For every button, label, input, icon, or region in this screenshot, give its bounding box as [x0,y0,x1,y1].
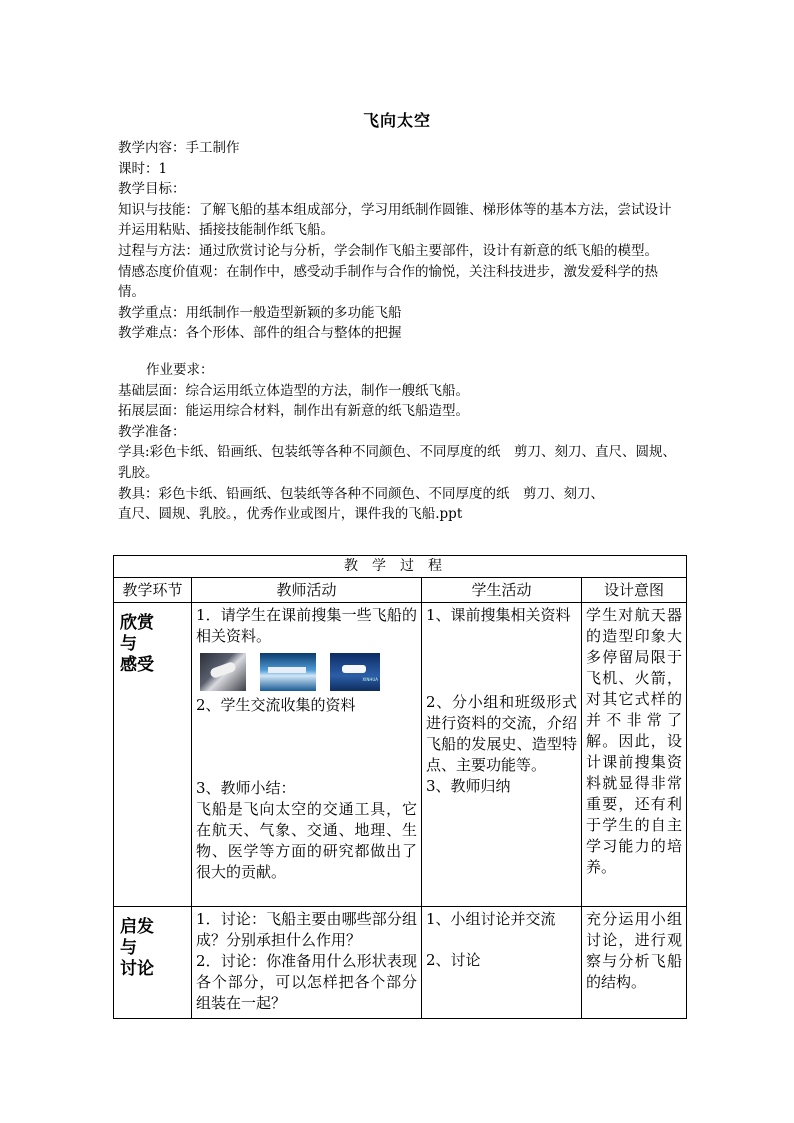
header-stage: 教学环节 [114,578,192,603]
design-intent-cell: 学生对航天器的造型印象大多停留局限于飞机、火箭，对其它式样的并不非常了解。因此，设计课前搜集资料就显得非常重要，还有利于学生的自主学习能力的培养。 [582,603,687,907]
header-intent: 设计意图 [582,578,687,603]
difficulty: 教学难点：各个形体、部件的组合与整体的把握 [118,325,402,342]
goal-attitude: 情感态度价值观：在制作中，感受动手制作与合作的愉悦，关注科技进步，激发爱科学的热情。 [118,263,658,301]
goal-knowledge: 知识与技能：了解飞船的基本组成部分，学习用纸制作圆锥、梯形体等的基本方法，尝试设计并运用粘贴、插接技能制作纸飞船。 [118,201,672,239]
teacher-summary: 飞船是飞向太空的交通工具，它在航天、气象、交通、地理、生物、医学等方面的研究都做出了很大的贡献。 [196,800,417,881]
spacecraft-images [200,653,417,691]
key-point: 教学重点：用纸制作一般造型新颖的多功能飞船 [118,304,402,321]
homework-basic: 基础层面：综合运用纸立体造型的方法，制作一艘纸飞船。 [118,382,469,399]
photo-caption: XINHUA [362,677,378,682]
student-activity-2: 2、分小组和班级形式进行资料的交流，介绍飞船的发展史、造型特点、主要功能等。 [426,693,577,774]
teacher-discussion-2: 2．讨论：你准备用什么形状表现各个部分，可以怎样把各个部分组装在一起？ [196,952,417,1012]
homework-extended: 拓展层面：能运用综合材料，制作出有新意的纸飞船造型。 [118,403,469,420]
lesson-hours: 课时：1 [118,160,168,177]
table-title: 教学过程 [114,556,687,578]
homework-heading: 作业要求： [146,361,214,378]
student-discussion-2: 2、讨论 [426,951,481,969]
teacher-discussion-1: 1．讨论：飞船主要由哪些部分组成？分别承担什么作用？ [196,910,417,949]
spacecraft-photo-1 [200,653,246,691]
student-tools: 学具:彩色卡纸、铅画纸、包装纸等各种不同颜色、不同厚度的纸 剪刀、刻刀、直尺、圆规、乳胶。 [118,444,677,481]
goal-process: 过程与方法：通过欣赏讨论与分析，学会制作飞船主要部件，设计有新意的纸飞船的模型。 [118,242,658,259]
goals-heading: 教学目标： [118,181,186,198]
student-activity-1: 1、课前搜集相关资料 [426,606,571,624]
teacher-tools-line-1: 教具：彩色卡纸、铅画纸、包装纸等各种不同颜色、不同厚度的纸 剪刀、刻刀、 [118,485,604,502]
teacher-activity-cell [192,907,422,1019]
teacher-activity-3: 3、教师小结： [196,779,296,797]
teacher-tools-line-2: 直尺、圆规、乳胶。，优秀作业或图片，课件我的飞船.ppt [118,506,463,523]
design-intent-cell: 充分运用小组讨论，进行观察与分析飞船的结构。 [582,907,687,1019]
table-row [114,907,687,1019]
lesson-meta [118,138,684,525]
prep-heading: 教学准备： [118,423,186,440]
teacher-activity-1: 1．请学生在课前搜集一些飞船的相关资料。 [196,606,417,645]
stage-cell: 欣赏 与 感受 [114,603,192,907]
header-teacher: 教师活动 [192,578,422,603]
teacher-activity-cell [192,603,422,907]
spacecraft-photo-2 [260,653,316,691]
student-activity-cell [422,907,582,1019]
document-title: 飞向太空 [362,111,431,130]
lesson-content: 教学内容：手工制作 [118,140,240,156]
table-row [114,603,687,907]
stage-cell: 启发 与 讨论 [114,907,192,1019]
header-student: 学生活动 [422,578,582,603]
student-activity-3: 3、教师归纳 [426,777,511,795]
teacher-activity-2: 2、学生交流收集的资料 [196,696,356,714]
student-discussion-1: 1、小组讨论并交流 [426,910,556,928]
teaching-process-table [113,555,687,1019]
student-activity-cell [422,603,582,907]
spacecraft-photo-3 [330,653,380,691]
